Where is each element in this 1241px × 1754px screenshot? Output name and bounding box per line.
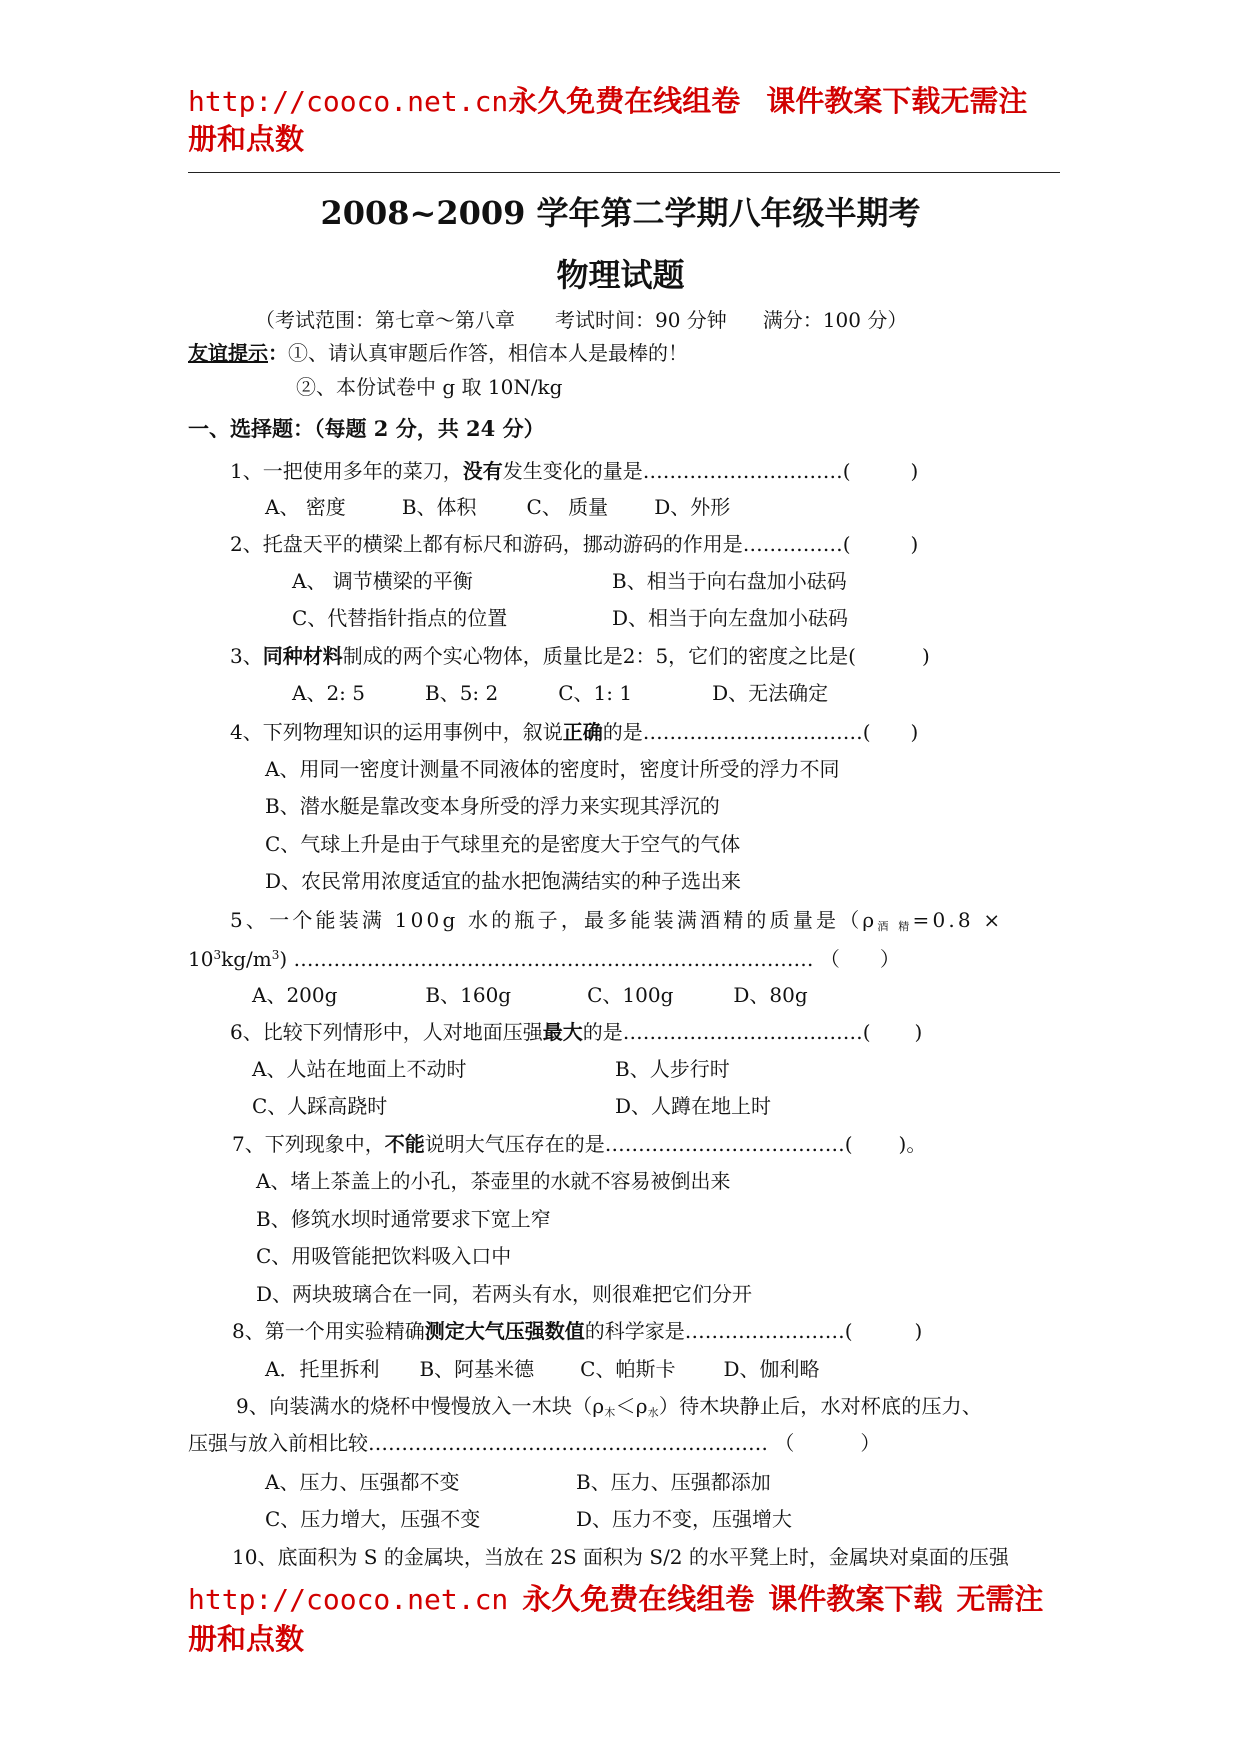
q9-text-b: ＜ρ <box>615 1394 648 1418</box>
q4-emphasis: 正确 <box>562 720 603 744</box>
q8-options <box>265 1356 820 1382</box>
q9-sub-water: 水 <box>647 1406 659 1419</box>
footer-text3: 无需注 <box>956 1582 1044 1616</box>
q9-option-b: B、压力、压强都添加 <box>576 1470 771 1494</box>
q5-subscript: 酒 精 <box>877 920 913 933</box>
q3-option-c: C、1: 1 <box>558 681 633 705</box>
q3-option-b: B、5: 2 <box>425 681 499 705</box>
meta-scope: （考试范围：第七章～第八章 <box>255 308 515 332</box>
q4-option-c: C、气球上升是由于气球里充的是密度大于空气的气体 <box>265 832 741 856</box>
q4-answer-blank: ) <box>910 720 919 744</box>
q7-option-a: A、堵上茶盖上的小孔，茶壶里的水就不容易被倒出来 <box>256 1169 731 1193</box>
q7-answer-blank: )。 <box>898 1132 927 1156</box>
question-5-line1 <box>230 907 1003 940</box>
q6-option-d: D、人蹲在地上时 <box>615 1094 772 1118</box>
q1-options <box>265 494 730 520</box>
q1-option-a: A、 密度 <box>265 495 346 519</box>
q5-option-b: B、160g <box>425 983 512 1007</box>
q4-option-b: B、潜水艇是靠改变本身所受的浮力来实现其浮沉的 <box>265 794 720 818</box>
q8-option-d: D、伽利略 <box>723 1357 820 1381</box>
q3-option-a: A、2: 5 <box>292 681 365 705</box>
q9-answer-blank: ） <box>860 1431 881 1455</box>
q4-text: 4、下列物理知识的运用事例中，叙说 <box>230 720 563 744</box>
q7-text: 7、下列现象中， <box>232 1132 385 1156</box>
q9-text-a: 9、向装满水的烧杯中慢慢放入一木块（ρ <box>236 1394 605 1418</box>
footer-banner <box>188 1580 1088 1619</box>
q8-option-a: A．托里拆利 <box>265 1357 380 1381</box>
question-8 <box>232 1318 922 1344</box>
q5-unit-b: kg/m <box>221 947 272 971</box>
tip-2: ②、本份试卷中 g 取 10N/kg <box>296 375 563 399</box>
q7-option-d: D、两块玻璃合在一同，若两头有水，则很难把它们分开 <box>256 1282 753 1306</box>
q6-text: 6、比较下列情形中，人对地面压强 <box>230 1020 543 1044</box>
q7-text-end: 说明大气压存在的是………………………………( <box>424 1132 853 1156</box>
question-9-line1 <box>236 1393 982 1426</box>
q1-answer-blank: ) <box>910 459 919 483</box>
q6-text-end: 的是………………………………( <box>582 1020 871 1044</box>
question-10: 10、底面积为 S 的金属块，当放在 2S 面积为 S/2 的水平凳上时，金属块对桌面的压强 <box>232 1545 1009 1569</box>
tips-label: 友谊提示 <box>188 341 268 365</box>
question-4 <box>230 719 918 745</box>
q2-option-c: C、代替指针指点的位置 <box>292 606 508 630</box>
section-title: 一、选择题：（每题 2 分，共 24 分） <box>188 416 545 441</box>
q5-unit-a: 10 <box>188 947 214 971</box>
q8-answer-blank: ) <box>914 1319 923 1343</box>
q9-text-c: ）待木块静止后，水对杯底的压力、 <box>658 1394 983 1418</box>
q6-option-b: B、人步行时 <box>615 1057 730 1081</box>
q1-text-end: 发生变化的量是…………………………( <box>502 459 851 483</box>
q3-answer-blank: ) <box>922 644 930 668</box>
footer-line2: 册和点数 <box>188 1622 305 1656</box>
meta-score: 满分：100 分） <box>762 308 908 332</box>
exam-subtitle: 物理试题 <box>556 256 685 294</box>
header-banner <box>188 82 1068 121</box>
question-6 <box>230 1019 922 1045</box>
q5-text: 5、一个能装满 100g 水的瓶子，最多能装满酒精的质量是（ρ <box>230 908 878 932</box>
q2-option-b: B、相当于向右盘加小砝码 <box>612 569 847 593</box>
q5-dots: ) …………………………………………………………………… （ <box>279 947 840 971</box>
q7-option-c: C、用吸管能把饮料吸入口中 <box>256 1244 512 1268</box>
q6-option-c: C、人踩高跷时 <box>252 1094 388 1118</box>
q9-option-d: D、压力不变，压强增大 <box>576 1507 793 1531</box>
header-divider <box>188 172 1060 173</box>
q6-answer-blank: ) <box>914 1020 923 1044</box>
question-5-line2 <box>188 942 900 972</box>
q9-sub-wood: 木 <box>604 1406 616 1419</box>
q5-sup: 3 <box>213 948 222 962</box>
q3-emphasis: 同种材料 <box>262 644 343 668</box>
header-text2: 课件教案下载无需注 <box>766 84 1028 118</box>
q7-emphasis: 不能 <box>384 1132 425 1156</box>
q9-option-c: C、压力增大，压强不变 <box>265 1507 481 1531</box>
q3-option-d: D、无法确定 <box>712 681 829 705</box>
tips-colon: ： <box>268 341 288 365</box>
q5-option-d: D、80g <box>733 983 808 1007</box>
q1-option-d: D、外形 <box>654 495 731 519</box>
header-url[interactable]: http://cooco.net.cn <box>188 85 509 118</box>
q5-sup2: 3 <box>271 948 280 962</box>
header-text1: 永久免费在线组卷 <box>508 84 741 118</box>
question-7 <box>232 1131 926 1157</box>
q1-option-b: B、体积 <box>401 495 477 519</box>
q6-emphasis: 最大 <box>542 1020 583 1044</box>
question-1 <box>230 458 918 484</box>
q2-option-d: D、相当于向左盘加小砝码 <box>612 606 849 630</box>
exam-title: 2008~2009 学年第二学期八年级半期考 <box>320 194 921 232</box>
header-line2: 册和点数 <box>188 122 305 156</box>
q8-option-b: B、阿基米德 <box>419 1357 535 1381</box>
q1-emphasis: 没有 <box>462 459 503 483</box>
q3-num: 3、 <box>230 644 263 668</box>
q2-answer-blank: ) <box>910 532 919 556</box>
footer-text2: 课件教案下载 <box>768 1582 943 1616</box>
q8-text: 8、第一个用实验精确 <box>232 1319 425 1343</box>
q5-option-c: C、100g <box>587 983 674 1007</box>
q3-options <box>292 680 828 706</box>
q5-option-a: A、200g <box>252 983 338 1007</box>
q1-text: 1、一把使用多年的菜刀， <box>230 459 463 483</box>
q3-text: 制成的两个实心物体，质量比是2：5，它们的密度之比是( <box>342 644 856 668</box>
q8-emphasis: 测定大气压强数值 <box>424 1319 585 1343</box>
q7-option-b: B、修筑水坝时通常要求下宽上窄 <box>256 1207 551 1231</box>
question-9-line2 <box>188 1430 880 1456</box>
footer-url[interactable]: http://cooco.net.cn <box>188 1583 509 1616</box>
q6-option-a: A、人站在地面上不动时 <box>252 1057 467 1081</box>
q2-text: 2、托盘天平的横梁上都有标尺和游码，挪动游码的作用是……………( <box>230 532 851 556</box>
q4-option-d: D、农民常用浓度适宜的盐水把饱满结实的种子选出来 <box>265 869 742 893</box>
q5-text-b: =0.8 × <box>912 908 1004 932</box>
tips-line1 <box>188 340 688 366</box>
tip-1: ①、请认真审题后作答，相信本人是最棒的！ <box>288 341 688 365</box>
q5-answer-blank: ） <box>879 947 900 971</box>
question-2 <box>230 531 918 557</box>
exam-meta <box>255 307 907 333</box>
q4-text-end: 的是……………………………( <box>602 720 871 744</box>
meta-time: 考试时间：90 分钟 <box>555 308 727 332</box>
q1-option-c: C、 质量 <box>526 495 609 519</box>
q9-option-a: A、压力、压强都不变 <box>265 1470 460 1494</box>
footer-text1: 永久免费在线组卷 <box>522 1582 755 1616</box>
q4-option-a: A、用同一密度计测量不同液体的密度时，密度计所受的浮力不同 <box>265 757 840 781</box>
question-3 <box>230 643 930 669</box>
q8-option-c: C、帕斯卡 <box>580 1357 676 1381</box>
q2-option-a: A、 调节横梁的平衡 <box>292 569 473 593</box>
q8-text-end: 的科学家是……………………( <box>584 1319 853 1343</box>
q9-text-line2: 压强与放入前相比较…………………………………………………… （ <box>188 1431 795 1455</box>
q5-options <box>252 982 808 1008</box>
